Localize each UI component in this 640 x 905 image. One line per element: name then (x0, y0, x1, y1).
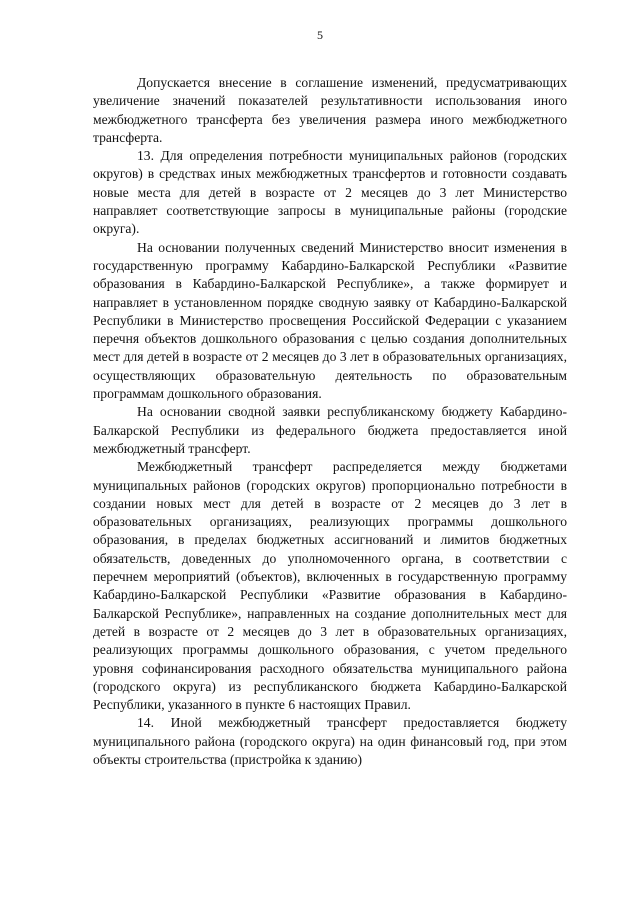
paragraph: 14. Иной межбюджетный трансферт предоставляется бюджету муниципального района (городского округа) на один финансовый год, при этом объекты строительства (пристройка к зданию) (93, 715, 567, 767)
paragraph: Допускается внесение в соглашение изменений, предусматривающих увеличение значений показателей результативности использования иного межбюджетного трансферта без увеличения размера иного межбюджетного трансферта. (93, 75, 567, 145)
paragraph: 13. Для определения потребности муниципальных районов (городских округов) в средствах иных межбюджетных трансфертов и готовности создавать новые места для детей в возрасте от 2 месяцев до 3 лет Министерство направляет соответствующие запросы в муниципальные районы (городские округа). (93, 148, 567, 237)
paragraph: На основании полученных сведений Министерство вносит изменения в государственную программу Кабардино-Балкарской Республики «Развитие образования в Кабардино-Балкарской Республике», а также формирует и направляет в установленном порядке сводную заявку от Кабардино-Балкарской Республики в Министерство просвещения Российской Федерации с указанием перечня объектов дошкольного образования с целью создания дополнительных мест для детей в возрасте от 2 месяцев до 3 лет в образовательных организациях, осуществляющих образовательную деятельность по образовательным программам дошкольного образования. (93, 239, 567, 402)
page-number: 5 (317, 28, 323, 42)
document-body (93, 74, 567, 769)
paragraph: На основании сводной заявки республиканскому бюджету Кабардино-Балкарской Республики из федерального бюджета предоставляется иной межбюджетный трансферт. (93, 404, 567, 456)
paragraph: Межбюджетный трансферт распределяется между бюджетами муниципальных районов (городских округов) пропорционально потребности в создании новых мест для детей в возрасте от 2 месяцев до 3 лет в образовательных организациях, реализующих программы дошкольного образования, в пределах бюджетных ассигнований и лимитов бюджетных обязательств, доведенных до уполномоченного органа, в соответствии с перечнем мероприятий (объектов), включенных в государственную программу Кабардино-Балкарской Республики «Развитие образования в Кабардино-Балкарской Республике», направленных на создание дополнительных мест для детей в возрасте от 2 месяцев до 3 лет в образовательных организациях, реализующих программы дошкольного образования, с учетом предельного уровня софинансирования расходного обязательства муниципального района (городского округа) из республиканского бюджета Кабардино-Балкарской Республики, указанного в пункте 6 настоящих Правил. (93, 459, 567, 713)
